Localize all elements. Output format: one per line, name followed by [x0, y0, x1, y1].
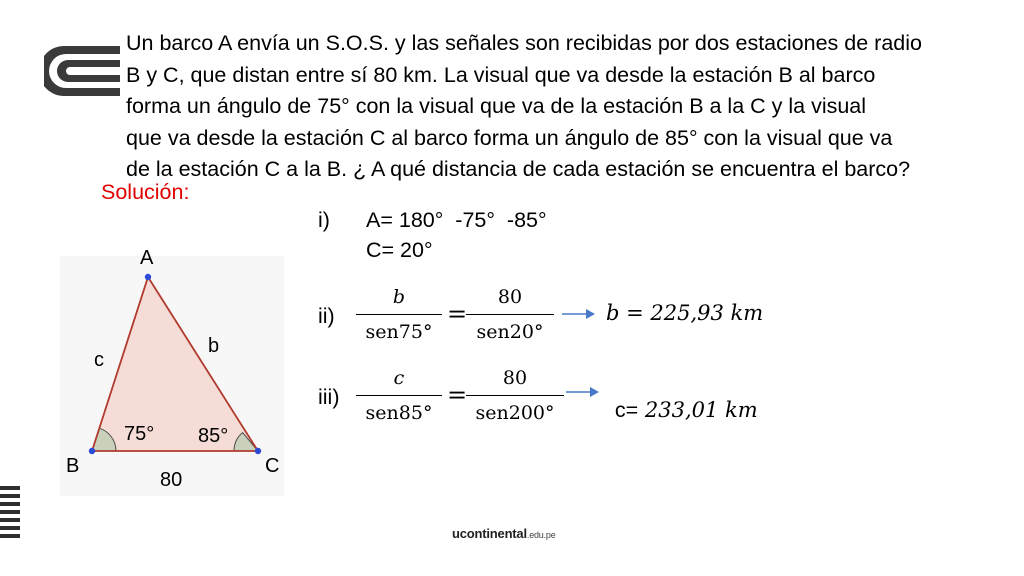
problem-line: Un barco A envía un S.O.S. y las señales son recibidas por dos estaciones de radio [126, 31, 922, 55]
step-i-label: i) [318, 208, 330, 232]
vertex-a-label: A [140, 247, 154, 269]
step-i-angle-a: A= 180° -75° -85° [366, 208, 547, 232]
fraction-c-over-sen85 [356, 363, 442, 428]
fraction-numerator: c [393, 367, 405, 389]
right-arrow-icon [566, 386, 600, 398]
fraction-numerator: b [392, 286, 406, 308]
equals-sign: = [447, 300, 468, 328]
result-c [606, 380, 758, 423]
angle-c-label: 85° [198, 425, 229, 447]
solution-label: Solución: [101, 180, 190, 204]
problem-line: de la estación C a la B. ¿ A qué distancia de cada estación se encuentra el barco? [126, 157, 911, 181]
side-a-label: 80 [160, 469, 183, 491]
vertex-b-point [89, 448, 95, 454]
fraction-b-over-sen75 [356, 282, 442, 347]
vertex-c-label: C [265, 455, 280, 477]
step-ii-label: ii) [318, 304, 335, 328]
fraction-numerator: 80 [502, 367, 528, 389]
fraction-bar [466, 395, 564, 396]
footer-brand-domain: .edu.pe [526, 530, 556, 540]
step-i-angle-c: C= 20° [366, 238, 433, 262]
right-arrow-icon [562, 308, 596, 320]
fraction-bar [356, 314, 442, 315]
fraction-80-over-sen20 [466, 282, 554, 347]
continental-logo-icon [44, 42, 120, 100]
fraction-denominator: sen85° [365, 402, 433, 424]
side-b-label: b [208, 335, 220, 357]
footer-brand-name: ucontinental [452, 526, 527, 541]
fraction-denominator: sen200° [475, 402, 555, 424]
problem-line: B y C, que distan entre sí 80 km. La visual que va desde la estación B al barco [126, 62, 876, 87]
vertex-c-point [255, 448, 261, 454]
result-c-value: 233,01 km [638, 398, 758, 422]
step-iii-label: iii) [318, 385, 340, 409]
triangle-diagram [60, 240, 300, 500]
fraction-80-over-sen200 [466, 363, 564, 428]
fraction-denominator: sen75° [365, 321, 433, 343]
fraction-denominator: sen20° [476, 321, 544, 343]
result-c-prefix: c= [614, 398, 639, 422]
footer-brand [452, 526, 556, 541]
fraction-numerator: 80 [497, 286, 523, 308]
fraction-bar [466, 314, 554, 315]
fraction-bar [356, 395, 442, 396]
problem-statement [126, 28, 1006, 186]
stripes-icon [0, 486, 20, 540]
equals-sign: = [447, 381, 468, 409]
vertex-a-point [145, 274, 151, 280]
angle-b-label: 75° [124, 423, 155, 445]
result-b: b = 225,93 km [606, 301, 764, 325]
side-c-label: c [94, 349, 104, 371]
problem-line: forma un ángulo de 75° con la visual que va de la estación B a la C y la visual [126, 94, 867, 118]
vertex-b-label: B [66, 455, 80, 477]
problem-line: que va desde la estación C al barco forma un ángulo de 85° con la visual que va [126, 125, 893, 150]
